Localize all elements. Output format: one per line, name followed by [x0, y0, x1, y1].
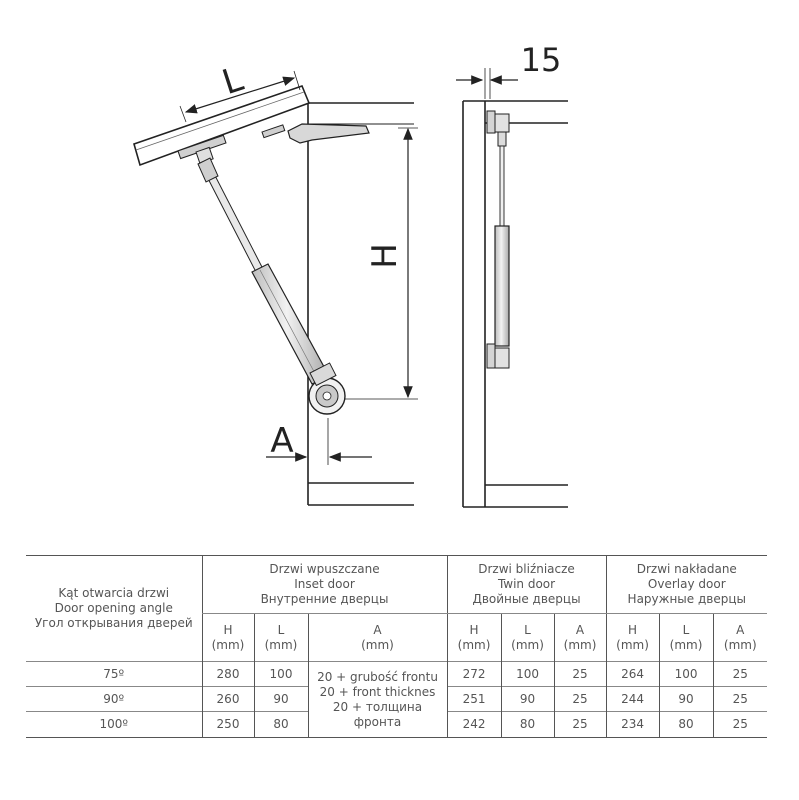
overlay-h-cell: 234 — [606, 712, 659, 738]
inset-h-cell: 250 — [202, 712, 254, 738]
col-a-label: A — [575, 622, 585, 637]
col-unit: (mm) — [723, 637, 757, 652]
col-h-label: H — [223, 622, 233, 637]
strut-cabinet-mount — [309, 363, 345, 414]
side-view-strut — [487, 111, 509, 368]
inset-a-note-en: 20 + front thicknes — [319, 684, 436, 699]
hinge — [262, 124, 369, 143]
twin-door-title-ru: Двойные дверцы — [472, 592, 581, 606]
overlay-door-header — [606, 556, 767, 614]
angle-cell: 75º — [26, 662, 202, 687]
inset-a-header — [308, 614, 447, 662]
cabinet-left-view — [308, 103, 414, 505]
overlay-a-cell: 25 — [713, 662, 767, 687]
twin-l-cell: 90 — [501, 687, 554, 712]
dimension-h-label: H — [365, 243, 405, 269]
overlay-a-cell: 25 — [713, 687, 767, 712]
inset-door-title-ru: Внутренние дверцы — [260, 592, 389, 606]
twin-h-header — [447, 614, 501, 662]
twin-a-header — [554, 614, 606, 662]
twin-h-cell: 242 — [447, 712, 501, 738]
angle-cell: 90º — [26, 687, 202, 712]
twin-door-title-en: Twin door — [497, 577, 556, 591]
inset-l-cell: 90 — [254, 687, 308, 712]
col-h-label: H — [469, 622, 479, 637]
col-a-label: A — [373, 622, 382, 637]
col-unit: (mm) — [511, 637, 544, 652]
dimension-15 — [456, 68, 518, 99]
col-l-label: L — [524, 622, 531, 637]
cabinet-side-view — [463, 101, 568, 507]
overlay-door-title-ru: Наружные дверцы — [627, 592, 746, 606]
inset-h-cell: 260 — [202, 687, 254, 712]
twin-h-cell: 251 — [447, 687, 501, 712]
overlay-h-cell: 264 — [606, 662, 659, 687]
dimension-a-label: A — [270, 421, 294, 461]
twin-a-cell: 25 — [554, 687, 606, 712]
overlay-h-cell: 244 — [606, 687, 659, 712]
col-a-label: A — [736, 622, 745, 637]
angle-header-ru: Угол открывания дверей — [34, 616, 193, 630]
gas-strut-rod — [198, 158, 263, 272]
overlay-l-cell: 80 — [659, 712, 713, 738]
angle-cell: 100º — [26, 712, 202, 738]
inset-door-title-en: Inset door — [294, 577, 355, 591]
overlay-door-title-en: Overlay door — [647, 577, 726, 591]
twin-l-cell: 80 — [501, 712, 554, 738]
overlay-l-header — [659, 614, 713, 662]
col-l-label: L — [277, 622, 285, 637]
angle-header-en: Door opening angle — [54, 601, 173, 615]
inset-a-note-ru: 20 + толщина фронта — [332, 699, 423, 729]
col-unit: (mm) — [264, 637, 298, 652]
col-h-label: H — [628, 622, 638, 637]
col-unit: (mm) — [563, 637, 597, 652]
overlay-door-title-pl: Drzwi nakładane — [636, 562, 737, 576]
col-unit: (mm) — [616, 637, 649, 652]
angle-header — [26, 556, 202, 662]
col-unit: (mm) — [457, 637, 491, 652]
inset-l-cell: 80 — [254, 712, 308, 738]
col-unit: (mm) — [361, 637, 394, 652]
twin-a-cell: 25 — [554, 662, 606, 687]
twin-l-header — [501, 614, 554, 662]
dimension-15-label: 15 — [520, 41, 562, 79]
inset-l-header — [254, 614, 308, 662]
dimension-l-label: L — [217, 59, 248, 103]
inset-a-note-pl: 20 + grubość frontu — [317, 669, 438, 684]
table-row — [26, 662, 767, 687]
col-l-label: L — [682, 622, 690, 637]
overlay-h-header — [606, 614, 659, 662]
twin-door-title-pl: Drzwi bliźniacze — [478, 562, 575, 576]
twin-h-cell: 272 — [447, 662, 501, 687]
inset-h-header — [202, 614, 254, 662]
angle-header-pl: Kąt otwarcia drzwi — [58, 586, 170, 600]
col-unit: (mm) — [669, 637, 703, 652]
col-unit: (mm) — [211, 637, 245, 652]
gas-strut-cylinder — [252, 264, 329, 384]
overlay-a-header — [713, 614, 767, 662]
twin-a-cell: 25 — [554, 712, 606, 738]
twin-l-cell: 100 — [501, 662, 554, 687]
table-group-header-row — [26, 556, 767, 614]
overlay-l-cell: 90 — [659, 687, 713, 712]
inset-door-title-pl: Drzwi wpuszczane — [269, 562, 380, 576]
inset-l-cell: 100 — [254, 662, 308, 687]
inset-door-header — [202, 556, 447, 614]
overlay-a-cell: 25 — [713, 712, 767, 738]
overlay-l-cell: 100 — [659, 662, 713, 687]
inset-h-cell: 280 — [202, 662, 254, 687]
inset-a-note — [308, 662, 447, 738]
spec-table — [26, 555, 767, 738]
twin-door-header — [447, 556, 606, 614]
